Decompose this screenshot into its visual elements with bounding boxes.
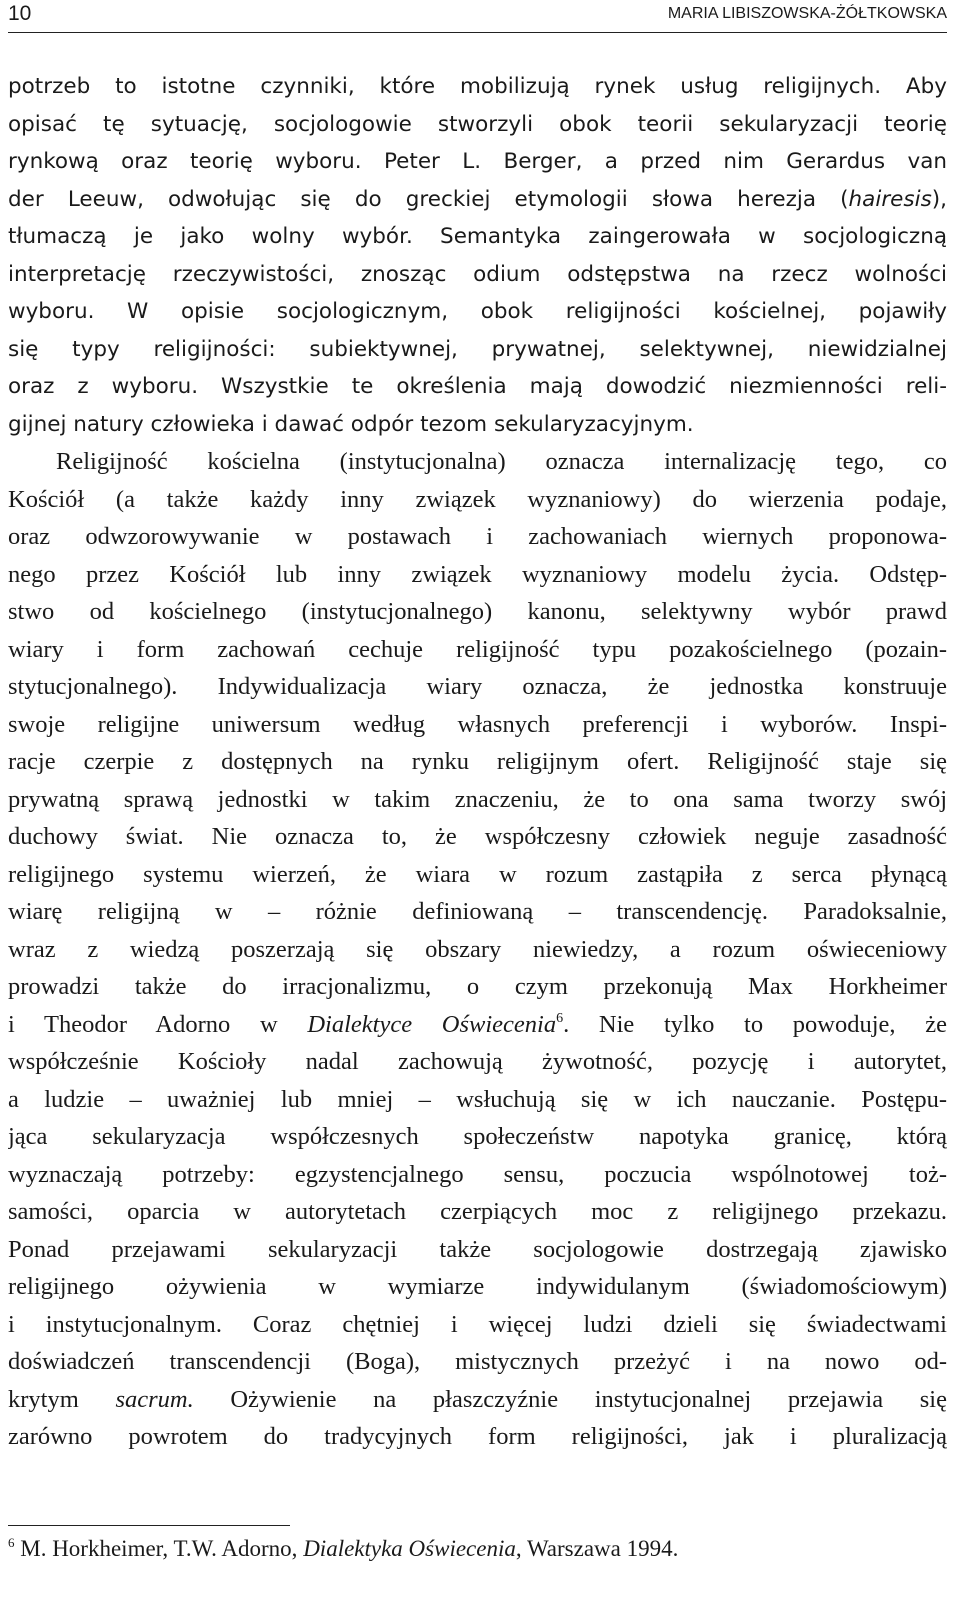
text-line: stytucjonalnego). Indywidualizacja wiary oznacza, że jednostka konstruuje <box>8 673 947 700</box>
footnote-separator <box>8 1525 290 1526</box>
text-line: samości, oparcia w autorytetach czerpiących moc z religijnego przekazu. <box>8 1198 947 1225</box>
text-line: nego przez Kościół lub inny związek wyznaniowy modelu życia. Odstęp- <box>8 560 947 588</box>
text-line: racje czerpie z dostępnych na rynku religijnym ofert. Religijność staje się <box>8 748 947 775</box>
italic-term: hairesis <box>848 186 932 212</box>
footnote-text-end: , Warszawa 1994. <box>515 1536 679 1561</box>
footnote-reference: 6 <box>556 1010 564 1026</box>
footnote <box>8 1534 678 1564</box>
italic-title: Dialektyce Oświecenia <box>307 1010 557 1038</box>
paragraph <box>8 68 947 443</box>
text-line: krytym sacrum. Ożywienie na płaszczyźnie instytucjonalnej przejawia się <box>8 1385 947 1413</box>
footnote-text: M. Horkheimer, T.W. Adorno, <box>14 1536 304 1561</box>
text-line: wyboru. W opisie socjologicznym, obok religijności kościelnej, pojawiły <box>8 299 947 324</box>
text-line: opisać tę sytuację, socjologowie stworzyli obok teorii sekularyzacji teorię <box>8 111 947 137</box>
text-line: prowadzi także do irracjonalizmu, o czym przekonują Max Horkheimer <box>8 973 947 1000</box>
text-line: Ponad przejawami sekularyzacji także socjologowie dostrzegają zjawisko <box>8 1235 947 1263</box>
text-line: tłumaczą je jako wolny wybór. Semantyka zaingerowała w socjologiczną <box>8 224 947 249</box>
text-line: wiary i form zachowań cechuje religijność typu pozakościelnego (pozain- <box>8 635 947 663</box>
text-line: duchowy świat. Nie oznacza to, że współczesny człowiek neguje zasadność <box>8 823 947 850</box>
text-line: współcześnie Kościoły nadal zachowują żywotność, pozycję i autorytet, <box>8 1048 947 1075</box>
text-line: prywatną sprawą jednostki w takim znaczeniu, że to ona sama tworzy swój <box>8 785 947 813</box>
text-line: wiarę religijną w – różnie definiowaną – transcendencję. Paradoksalnie, <box>8 898 947 925</box>
text-line: religijnego systemu wierzeń, że wiara w rozum zastąpiła z serca płynącą <box>8 860 947 888</box>
text-line: stwo od kościelnego (instytucjonalnego) kanonu, selektywny wybór prawd <box>8 598 947 625</box>
text-line: wraz z wiedzą poszerzają się obszary niewiedzy, a rozum oświeceniowy <box>8 935 947 963</box>
text-line: a ludzie – uważniej lub mniej – wsłuchują się w ich nauczanie. Postępu- <box>8 1085 947 1113</box>
body-text <box>8 68 947 1456</box>
text-line: der Leeuw, odwołując się do greckiej etymologii słowa herezja (hairesis), <box>8 186 947 212</box>
text-line: wyznaczają potrzeby: egzystencjalnego sensu, poczucia wspólnotowej toż- <box>8 1160 947 1188</box>
paragraph <box>8 443 947 1456</box>
page-number: 10 <box>8 2 32 25</box>
text-line: potrzeb to istotne czynniki, które mobilizują rynek usług religijnych. Aby <box>8 74 947 99</box>
text-line: doświadczeń transcendencji (Boga), mistycznych przeżyć i na nowo od- <box>8 1348 947 1375</box>
text-line: się typy religijności: subiektywnej, prywatnej, selektywnej, niewidzialnej <box>8 336 947 362</box>
footnote-marker: 6 <box>8 1535 15 1550</box>
text-line: religijnego ożywienia w wymiarze indywidulanym (świadomościowym) <box>8 1273 947 1300</box>
text-line: swoje religijne uniwersum według własnych preferencji i wyborów. Inspi- <box>8 710 947 738</box>
text-line: Kościół (a także każdy inny związek wyznaniowy) do wierzenia podaje, <box>8 485 947 513</box>
page-header <box>8 0 947 33</box>
text-line: oraz odwzorowywanie w postawach i zachowaniach wiernych proponowa- <box>8 523 947 550</box>
footnote-title: Dialektyka Oświecenia <box>303 1536 516 1561</box>
text-line: Religijność kościelna (instytucjonalna) oznacza internalizację tego, co <box>56 448 947 475</box>
text-line: oraz z wyboru. Wszystkie te określenia mają dowodzić niezmienności reli- <box>8 374 947 399</box>
running-head-author: MARIA LIBISZOWSKA-ŻÓŁTKOWSKA <box>667 5 947 22</box>
text-line: interpretację rzeczywistości, znosząc odium odstępstwa na rzecz wolności <box>8 261 947 287</box>
text-line: zarówno powrotem do tradycyjnych form religijności, jak i pluralizacją <box>8 1423 947 1450</box>
text-line: jąca sekularyzacja współczesnych społeczeństw napotyka granicę, którą <box>8 1123 947 1150</box>
text-line: rynkową oraz teorię wyboru. Peter L. Berger, a przed nim Gerardus van <box>8 149 947 174</box>
text-line: i Theodor Adorno w Dialektyce Oświecenia$^6$. Nie tylko to powoduje, że <box>8 1010 947 1038</box>
text-line: gijnej natury człowieka i dawać odpór tezom sekularyzacyjnym. <box>8 411 694 437</box>
italic-term: sacrum. <box>115 1385 194 1413</box>
text-line: i instytucjonalnym. Coraz chętniej i więcej ludzi dzieli się świadectwami <box>8 1310 947 1338</box>
